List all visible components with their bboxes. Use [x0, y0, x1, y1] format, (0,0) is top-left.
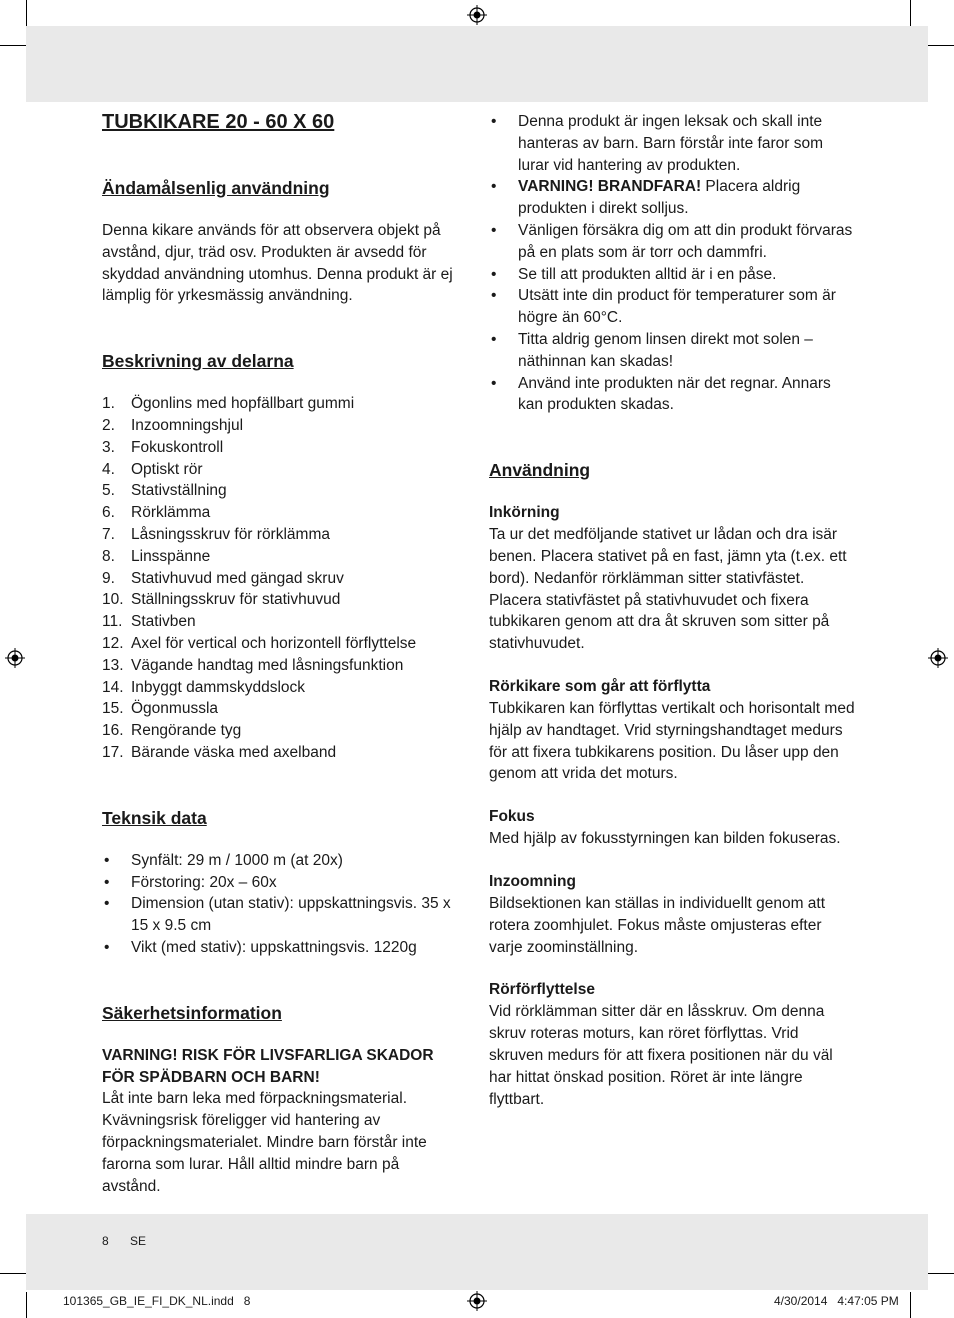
subsection-text: Vid rörklämman sitter där en låsskruv. Om denna skruv roteras moturs, kan röret förflyttas. Vrid skruven medurs för att fixera positionen när du väl har hittat önskad position. Röret är inte längre flyttbart.: [489, 1003, 833, 1108]
list-item: [489, 264, 857, 286]
list-number: 5.: [102, 482, 115, 500]
crop-mark: [26, 1292, 27, 1318]
list-item: [489, 111, 857, 176]
list-text: Utsätt inte din product för temperaturer som är högre än 60°C.: [518, 287, 836, 327]
list-item: [102, 524, 458, 546]
list-number: 6.: [102, 504, 115, 522]
crop-mark: [26, 0, 27, 26]
list-text: Inzoomningshjul: [131, 416, 244, 434]
list-item: [489, 373, 857, 417]
list-item: [102, 480, 458, 502]
header-band: [26, 26, 928, 102]
list-number: 12.: [102, 634, 124, 652]
left-column: [102, 108, 458, 1197]
usage-subsections: [489, 502, 857, 1110]
list-text: Fokuskontroll: [131, 438, 224, 456]
crop-mark: [928, 45, 954, 46]
list-text: Rörklämma: [131, 504, 211, 522]
list-item: [489, 329, 857, 373]
registration-mark-icon: [467, 5, 487, 25]
list-number: 2.: [102, 416, 115, 434]
list-text: Vägande handtag med låsningsfunktion: [131, 656, 404, 674]
list-text: Rengörande tyg: [131, 722, 242, 740]
list-item: • Dimension (utan stativ): uppskattningsvis. 35 x 15 x 9.5 cm: [102, 893, 458, 937]
list-number: 10.: [102, 591, 124, 609]
list-text: Se till att produkten alltid är i en påse.: [518, 265, 777, 283]
list-number: 8.: [102, 547, 115, 565]
warning-label: VARNING! BRANDFARA!: [518, 178, 702, 196]
tech-heading: Teknsik data: [102, 807, 207, 828]
list-item: [102, 611, 458, 633]
crop-mark: [910, 0, 911, 26]
safety-text: Låt inte barn leka med förpackningsmaterial. Kvävningsrisk föreligger vid hantering av förpackningsmaterialet. Mindre barn förstår inte farorna som lurar. Håll alltid mindre barn på avstånd.: [102, 1090, 427, 1195]
right-column: [489, 108, 857, 1110]
list-item: [102, 655, 458, 677]
crop-mark: [928, 1273, 954, 1274]
list-item: [102, 459, 458, 481]
list-item: [102, 568, 458, 590]
list-text: Optiskt rör: [131, 460, 203, 478]
file-name: 101365_GB_IE_FI_DK_NL.indd 8: [63, 1294, 251, 1308]
list-number: 16.: [102, 722, 124, 740]
list-text: Ögonlins med hopfällbart gummi: [131, 395, 355, 413]
list-item: [489, 285, 857, 329]
list-item: [102, 698, 458, 720]
subsection-title: Inzoomning: [489, 872, 576, 890]
list-item: [102, 677, 458, 699]
subsection-title: Rörkikare som går att förflytta: [489, 677, 711, 695]
safety-warning: VARNING! RISK FÖR LIVSFARLIGA SKADOR FÖR SPÄDBARN OCH BARN!: [102, 1046, 434, 1086]
list-text: Titta aldrig genom linsen direkt mot solen – näthinnan kan skadas!: [518, 330, 813, 370]
list-text: Vänligen försäkra dig om att din produkt förvaras på en plats som är torr och dammfri.: [518, 221, 853, 261]
intended-use-text: Denna kikare används för att observera objekt på avstånd, djur, träd osv. Produkten är avsedd för skyddad användning utomhus. Denna produkt är ej lämplig för yrkesmässig användning.: [102, 222, 453, 305]
subsection-title: Fokus: [489, 808, 535, 826]
list-number: 13.: [102, 656, 124, 674]
list-item: [489, 220, 857, 264]
language-code: SE: [130, 1234, 147, 1248]
list-text: Denna produkt är ingen leksak och skall inte hanteras av barn. Barn förstår inte faror som lurar vid hantering av produkten.: [518, 113, 823, 174]
list-number: 9.: [102, 569, 115, 587]
page-number: 8: [102, 1234, 109, 1248]
safety-heading: Säkerhetsinformation: [102, 1002, 282, 1023]
parts-list: [102, 393, 458, 764]
list-item: [102, 589, 458, 611]
list-item: [102, 415, 458, 437]
subsection-title: Inkörning: [489, 504, 560, 522]
list-item: [489, 176, 857, 220]
list-item: [102, 502, 458, 524]
list-number: 14.: [102, 678, 124, 696]
registration-mark-icon: [467, 1291, 487, 1311]
list-text: Låsningsskruv för rörklämma: [131, 525, 330, 543]
crop-mark: [0, 45, 26, 46]
list-text: Ställningsskruv för stativhuvud: [131, 591, 341, 609]
page-title: TUBKIKARE 20 - 60 X 60: [102, 111, 335, 133]
list-number: 7.: [102, 525, 115, 543]
list-item: [102, 393, 458, 415]
list-text: Stativställning: [131, 482, 227, 500]
list-text: Använd inte produkten när det regnar. Annars kan produkten skadas.: [518, 374, 831, 414]
list-item: [102, 437, 458, 459]
list-text: Axel för vertical och horizontell förflyttelse: [131, 634, 417, 652]
intended-use-heading: Ändamålsenlig användning: [102, 178, 330, 198]
list-item: [102, 633, 458, 655]
list-number: 1.: [102, 395, 115, 413]
subsection-text: Bildsektionen kan ställas in individuellt genom att rotera zoomhjulet. Fokus måste omjusteras efter varje zoominställning.: [489, 894, 826, 956]
list-number: 17.: [102, 743, 124, 761]
subsection-title: Rörförflyttelse: [489, 981, 595, 999]
safety-list: [489, 111, 857, 416]
list-text: Stativhuvud med gängad skruv: [131, 569, 344, 587]
list-item: • Vikt (med stativ): uppskattningsvis. 1220g: [102, 937, 458, 959]
print-timestamp: 4/30/2014 4:47:05 PM: [774, 1294, 899, 1308]
list-item: • Synfält: 29 m / 1000 m (at 20x): [102, 850, 458, 872]
list-item: [102, 546, 458, 568]
list-number: 4.: [102, 460, 115, 478]
subsection-text: Ta ur det medföljande stativet ur lådan och dra isär benen. Placera stativet på en fast, jämn yta (t.ex. ett bord). Nedanför rörklämman sitter stativfästet. Placera stativfästet på stativhuvudet och fixera tubkikaren genom att dra åt skruven som sitter på stativhuvudet.: [489, 526, 847, 653]
registration-mark-icon: [928, 648, 948, 668]
list-text: Linsspänne: [131, 547, 211, 565]
list-text: Stativben: [131, 613, 196, 631]
list-text: Bärande väska med axelband: [131, 743, 337, 761]
crop-mark: [0, 1273, 26, 1274]
list-item: [102, 720, 458, 742]
list-item: [102, 742, 458, 764]
list-number: 3.: [102, 438, 115, 456]
tech-list: [102, 850, 458, 959]
subsection-text: Med hjälp av fokusstyrningen kan bilden fokuseras.: [489, 830, 841, 848]
list-text: Ögonmussla: [131, 700, 219, 718]
list-item: • Förstoring: 20x – 60x: [102, 872, 458, 894]
list-text: Placera aldrig produkten i direkt solljus.: [518, 178, 801, 218]
registration-mark-icon: [5, 648, 25, 668]
usage-heading: Användning: [489, 460, 591, 481]
footer-band: [26, 1214, 928, 1290]
crop-mark: [910, 1292, 911, 1318]
list-text: Inbyggt dammskyddslock: [131, 678, 306, 696]
list-number: 11.: [102, 613, 123, 631]
parts-heading: Beskrivning av delarna: [102, 351, 294, 372]
subsection-text: Tubkikaren kan förflyttas vertikalt och horisontalt med hjälp av handtaget. Vrid styrningshandtaget medurs för att fixera tubkikarens position. Du låser upp den genom att vrida det moturs.: [489, 699, 855, 783]
list-number: 15.: [102, 700, 124, 718]
